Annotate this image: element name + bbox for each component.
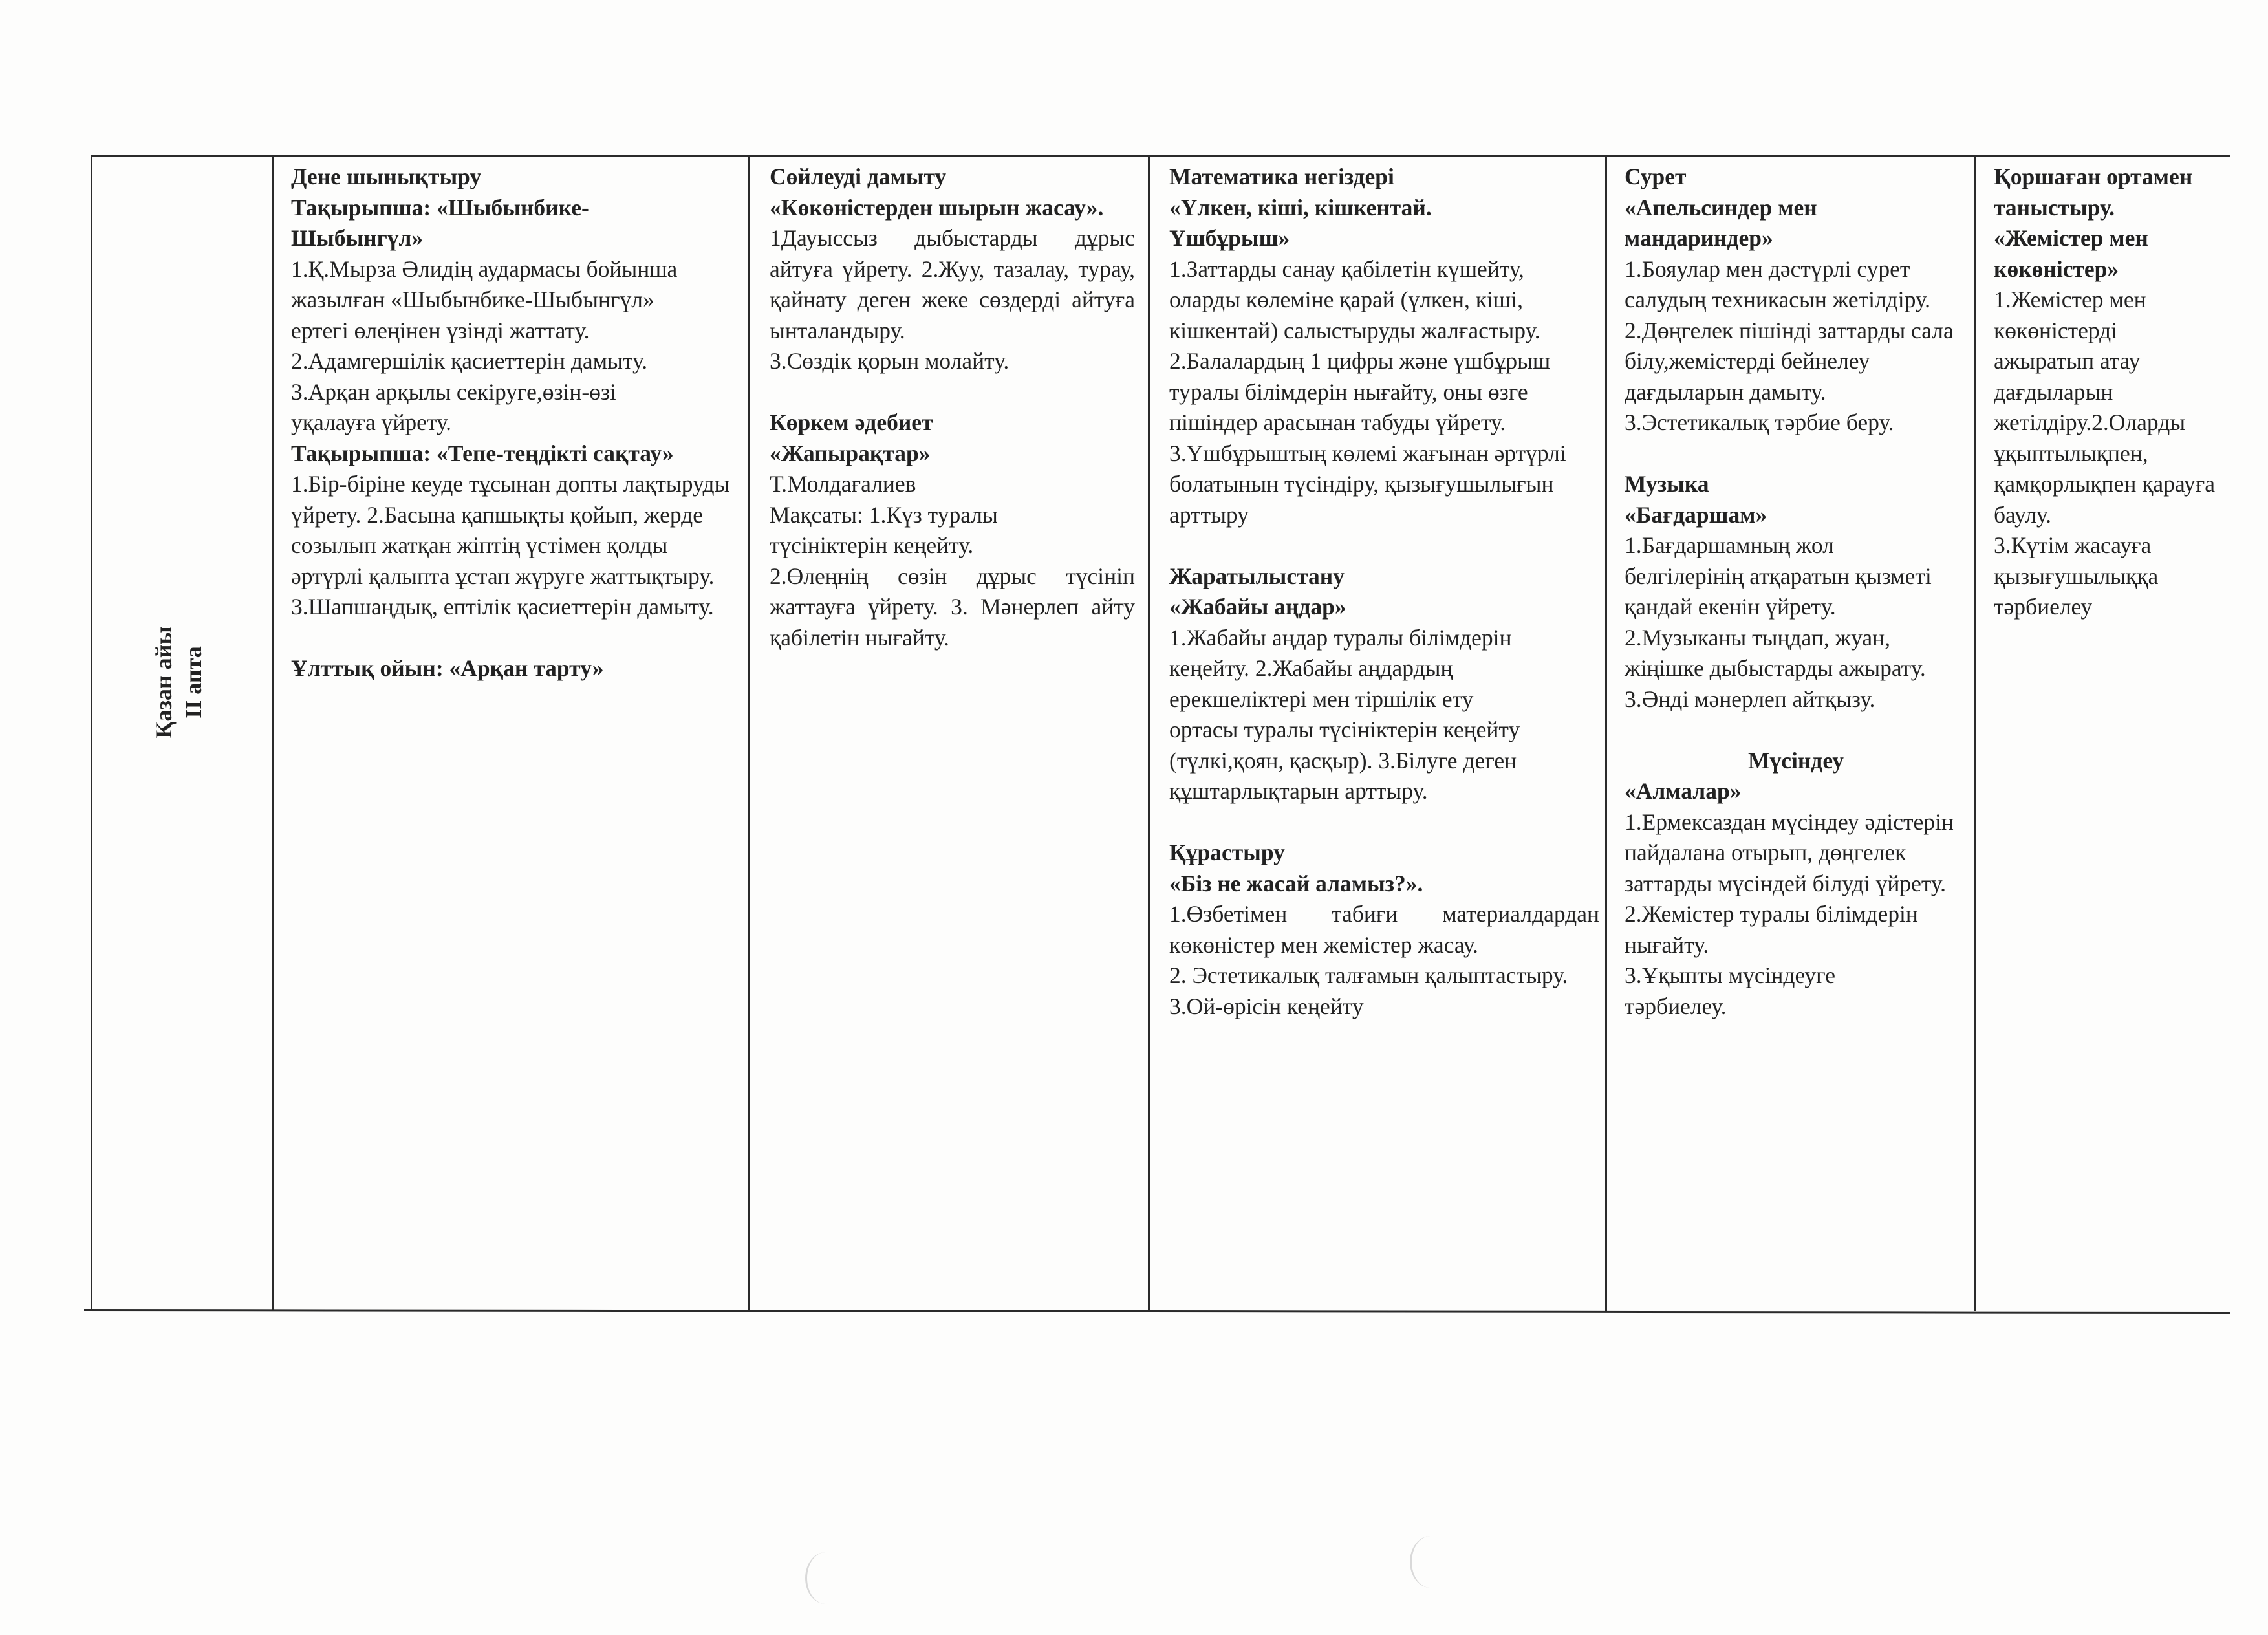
objective-text: 1.Бояулар мен дәстүрлі сурет салудың техникасын жетілдіру. 2.Дөңгелек пішінді заттарды сала білу,жемістерді бейнелеу дағдыларын дамыту. — [1625, 255, 1954, 405]
objective-text: 1.Өзбетімен табиғи материалдардан көкөністер мен жемістер жасау. — [1169, 901, 1599, 958]
topic-title: «Үлкен, кіші, кішкентай. Үшбұрыш» — [1169, 194, 1432, 251]
subject-heading: Сөйлеуді дамыту — [770, 164, 947, 189]
topic-title: «Алмалар» — [1625, 778, 1742, 804]
topic-title: «Жабайы аңдар» — [1169, 594, 1346, 620]
objective-text: 1.Бір-біріне кеуде тұсынан допты лақтыруды үйрету. 2.Басына қапшықты қойып, жерде созылып жатқан жіптің үстімен қолды әртүрлі қалыпта ұстап жүруге жаттықтыру. — [291, 471, 730, 589]
column-divider-1 — [272, 155, 274, 1311]
topic-title: Тақырыпша: «Тепе-теңдікті сақтау» — [291, 440, 674, 466]
week-number-label: ІІ апта — [180, 646, 206, 719]
column-divider-5 — [1974, 155, 1976, 1311]
topic-title: «Апельсиндер мен мандариндер» — [1625, 194, 1817, 251]
art-cell — [1625, 162, 1967, 1022]
subject-heading: Жаратылыстану — [1169, 563, 1345, 589]
objective-text: 3.Арқан арқылы секіруге,өзін-өзі уқалауға үйрету. — [291, 378, 616, 435]
subject-heading: Музыка — [1625, 471, 1709, 497]
column-divider-2 — [748, 155, 750, 1311]
scan-artifact — [805, 1552, 846, 1604]
topic-title: «Біз не жасай аламыз?». — [1169, 870, 1423, 896]
speech-development-cell — [770, 162, 1135, 653]
column-divider-4 — [1605, 155, 1607, 1311]
month-label: Қазан айы — [151, 626, 177, 739]
objective-text: 2.Адамгершілік қасиеттерін дамыту. — [291, 348, 648, 374]
subject-heading: Мүсіндеу — [1748, 747, 1844, 774]
mathematics-cell — [1169, 162, 1599, 1022]
physical-education-cell — [291, 162, 737, 684]
objective-text: 2.Өлеңнің сөзін дұрыс түсініп жаттауға үйрету. 3. Мәнерлеп айту қабілетін нығайту. — [770, 563, 1135, 651]
national-game-title: Ұлттық ойын: «Арқан тарту» — [291, 655, 604, 681]
topic-title: Тақырыпша: «Шыбынбике-Шыбынгүл» — [291, 194, 589, 251]
topic-title: «Көкөністерден шырын жасау». — [770, 194, 1104, 221]
week-label — [149, 598, 213, 766]
objective-text: 3.Күтім жасауға қызығушылыққа тәрбиелеу — [1994, 532, 2159, 620]
objective-text: 3.Эстетикалық тәрбие беру. — [1625, 409, 1894, 435]
objective-text: 2. Эстетикалық талғамын қалыптастыру. 3.Ой-өрісін кеңейту — [1169, 962, 1568, 1019]
column-divider-3 — [1148, 155, 1150, 1311]
subject-heading: Математика негіздері — [1169, 164, 1394, 189]
subject-heading: Көркем әдебиет — [770, 409, 933, 435]
table-top-border — [91, 155, 2230, 157]
objective-text: 3.Үшбұрыштың көлемі жағынан әртүрлі болатынын түсіндіру, қызығушылығын арттыру — [1169, 440, 1566, 528]
objective-text: 1.Заттарды санау қабілетін күшейту, оларды көлеміне қарай (үлкен, кіші, кішкентай) салыстыруды жалғастыру. 2.Балалардың 1 цифры және үшбұрыш туралы білімдерін нығайту, оны өзге пішіндер арасынан табуды үйрету. — [1169, 255, 1551, 435]
objective-text: 3.Сөздік қорын молайту. — [770, 348, 1010, 374]
topic-title: «Бағдаршам» — [1625, 501, 1767, 528]
subject-heading: Сурет — [1625, 164, 1687, 189]
environment-cell — [1994, 162, 2220, 623]
table-left-border — [91, 155, 92, 1311]
subject-heading: Дене шынықтыру — [291, 164, 482, 189]
topic-title: «Жапырақтар» — [770, 440, 931, 466]
scan-artifact — [1410, 1536, 1451, 1588]
subject-heading: Құрастыру — [1169, 839, 1285, 865]
objective-text: 1Дауыссыз дыбыстарды дұрыс айтуға үйрету. 2.Жуу, тазалау, турау, қайнату деген жеке сөздерді айтуға ынталандыру. — [770, 225, 1135, 343]
table-bottom-border — [84, 1309, 2230, 1314]
objective-text: 1.Жемістер мен көкөністерді ажыратып атау дағдыларын жетілдіру.2.Оларды ұқыптылықпен, қамқорлықпен қарауға баулу. — [1994, 287, 2215, 528]
objective-text: 1.Қ.Мырза Әлидің аудармасы бойынша жазылған «Шыбынбике-Шыбынгүл» ертегі өлеңінен үзінді жаттату. — [291, 255, 678, 343]
objective-text: 1.Жабайы аңдар туралы білімдерін кеңейту. 2.Жабайы аңдардың ерекшеліктері мен тіршілік ету ортасы туралы түсініктерін кеңейту (түлкі,қоян, қасқыр). 3.Білуге деген құштарлықтарын арттыру. — [1169, 624, 1520, 804]
subject-heading: Қоршаған ортамен таныстыру. — [1994, 164, 2193, 221]
objective-text: 3.Шапшаңдық, ептілік қасиеттерін дамыту. — [291, 594, 714, 620]
objective-text: 1.Ермексаздан мүсіндеу әдістерін пайдалана отырып, дөңгелек заттарды мүсіндей білуді үйрету. 2.Жемістер туралы білімдерін нығайту. — [1625, 808, 1954, 958]
objective-text: 1.Бағдаршамның жол белгілерінің атқаратын қызметі қандай екенін үйрету. 2.Музыканы тыңдап, жуан, жіңішке дыбыстарды ажырату. 3.Әнді мәнерлеп айтқызу. — [1625, 532, 1932, 712]
author-name: Т.Молдағалиев — [770, 471, 916, 497]
objective-text: Мақсаты: 1.Күз туралы түсініктерін кеңейту. — [770, 501, 998, 558]
topic-title: «Жемістер мен көкөністер» — [1994, 225, 2148, 282]
objective-text: 3.Ұқыпты мүсіндеуге тәрбиелеу. — [1625, 962, 1835, 1019]
